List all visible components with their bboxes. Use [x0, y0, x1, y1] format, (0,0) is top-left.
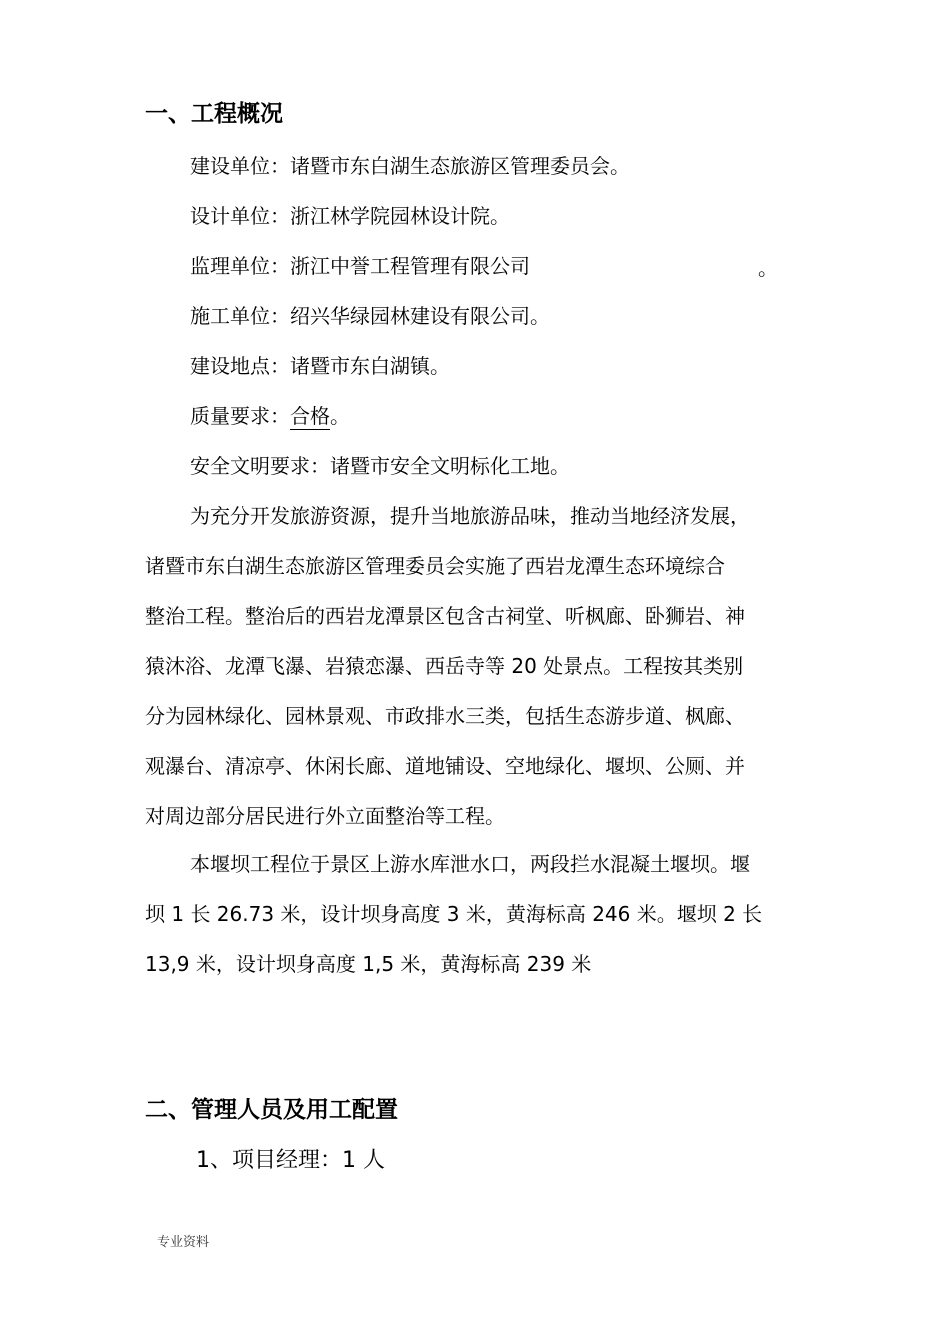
info-label: 建设地点： — [190, 354, 290, 378]
info-label: 设计单位： — [190, 204, 290, 228]
paragraph1-line: 为充分开发旅游资源，提升当地旅游品味，推动当地经济发展， — [190, 504, 750, 528]
paragraph1-line: 整治工程。整治后的西岩龙潭景区包含古祠堂、听枫廊、卧狮岩、神 — [145, 604, 745, 628]
info-label: 监理单位： — [190, 254, 290, 278]
paragraph2-line: 坝 1 长 26.73 米，设计坝身高度 3 米，黄海标高 246 米。堰坝 2 长 — [145, 902, 763, 926]
page-footer: 专业资料 — [157, 1235, 210, 1250]
info-value: 诸暨市东白湖镇。 — [290, 354, 450, 378]
info-row-design-unit — [190, 201, 510, 231]
info-row-supervision-unit — [190, 251, 530, 281]
info-label: 安全文明要求： — [190, 454, 330, 478]
info-label: 质量要求： — [190, 404, 290, 428]
paragraph1-line: 分为园林绿化、园林景观、市政排水三类，包括生态游步道、枫廊、 — [145, 704, 745, 728]
paragraph1-line: 观瀑台、清凉亭、休闲长廊、道地铺设、空地绿化、堰坝、公厕、并 — [145, 754, 745, 778]
section1-title: 一、工程概况 — [145, 101, 283, 127]
paragraph2-line: 13,9 米，设计坝身高度 1,5 米，黄海标高 239 米 — [145, 952, 592, 976]
info-label: 建设单位： — [190, 154, 290, 178]
info-row-location — [190, 351, 450, 381]
info-row-contractor — [190, 301, 550, 331]
info-value: 浙江林学院园林设计院。 — [290, 204, 510, 228]
supervision-trailing-period: 。 — [758, 256, 778, 280]
info-row-quality — [190, 401, 350, 431]
paragraph1-line: 对周边部分居民进行外立面整治等工程。 — [145, 804, 505, 828]
info-label: 施工单位： — [190, 304, 290, 328]
paragraph1-line: 诸暨市东白湖生态旅游区管理委员会实施了西岩龙潭生态环境综合 — [145, 554, 725, 578]
info-value: 浙江中誉工程管理有限公司 — [290, 254, 530, 278]
paragraph2-line: 本堰坝工程位于景区上游水库泄水口，两段拦水混凝土堰坝。堰 — [190, 852, 750, 876]
info-row-safety — [190, 451, 570, 481]
info-value: 诸暨市安全文明标化工地。 — [330, 454, 570, 478]
paragraph1-line: 猿沐浴、龙潭飞瀑、岩猿恋瀑、西岳寺等 20 处景点。工程按其类别 — [145, 654, 744, 678]
info-row-construction-unit — [190, 151, 630, 181]
info-value-underlined: 合格 — [290, 404, 330, 428]
info-suffix: 。 — [330, 404, 350, 428]
staff-item-project-manager: 1、项目经理：1 人 — [196, 1148, 385, 1173]
section2-title: 二、管理人员及用工配置 — [145, 1097, 398, 1123]
info-value: 诸暨市东白湖生态旅游区管理委员会。 — [290, 154, 630, 178]
info-value: 绍兴华绿园林建设有限公司。 — [290, 304, 550, 328]
